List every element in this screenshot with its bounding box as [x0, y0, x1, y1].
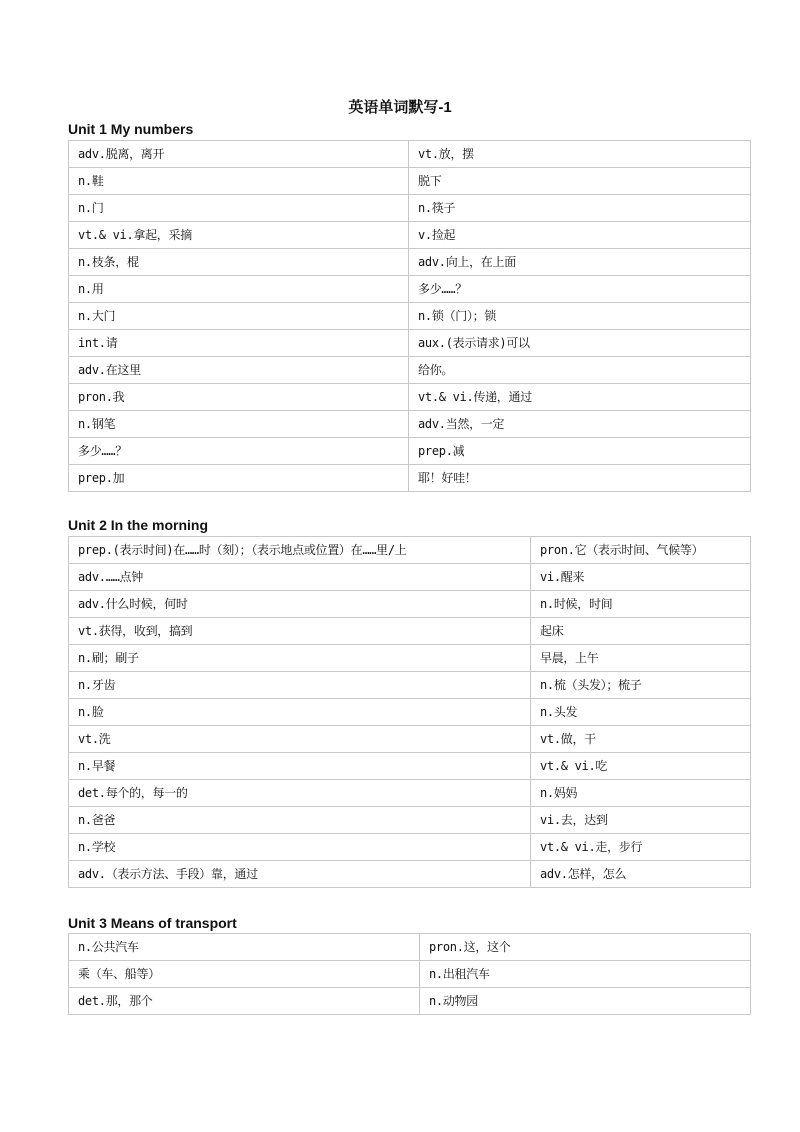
- table-cell: n.时候，时间: [531, 591, 751, 618]
- table-row: [69, 753, 751, 780]
- table-row: [69, 465, 751, 492]
- table-cell: n.头发: [531, 699, 751, 726]
- table-cell: prep.加: [69, 465, 409, 492]
- table-cell: n.大门: [69, 303, 409, 330]
- table-row: [69, 384, 751, 411]
- table-cell: vt.& vi.传递，通过: [409, 384, 751, 411]
- table-cell: vt.做，干: [531, 726, 751, 753]
- vocabulary-table: [68, 933, 751, 1015]
- table-cell: n.学校: [69, 834, 531, 861]
- table-row: [69, 988, 751, 1015]
- table-cell: n.锁（门）；锁: [409, 303, 751, 330]
- table-cell: n.妈妈: [531, 780, 751, 807]
- table-row: [69, 861, 751, 888]
- table-cell: vt.& vi.吃: [531, 753, 751, 780]
- table-cell: pron.这，这个: [420, 934, 751, 961]
- table-row: [69, 276, 751, 303]
- table-row: [69, 141, 751, 168]
- table-row: [69, 699, 751, 726]
- table-cell: n.动物园: [420, 988, 751, 1015]
- table-cell: n.脸: [69, 699, 531, 726]
- table-cell: n.钢笔: [69, 411, 409, 438]
- unit-heading: Unit 3 Means of transport: [68, 915, 237, 931]
- unit-heading: Unit 2 In the morning: [68, 517, 208, 533]
- table-cell: 多少……？: [409, 276, 751, 303]
- table-row: [69, 249, 751, 276]
- table-cell: n.出租汽车: [420, 961, 751, 988]
- table-row: [69, 645, 751, 672]
- table-row: [69, 961, 751, 988]
- table-cell: vi.醒来: [531, 564, 751, 591]
- table-cell: det.那，那个: [69, 988, 420, 1015]
- table-cell: adv.……点钟: [69, 564, 531, 591]
- table-cell: n.用: [69, 276, 409, 303]
- table-row: [69, 222, 751, 249]
- table-row: [69, 195, 751, 222]
- table-cell: pron.它（表示时间、气候等）: [531, 537, 751, 564]
- table-row: [69, 780, 751, 807]
- table-cell: vt.放，摆: [409, 141, 751, 168]
- table-cell: n.梳（头发）；梳子: [531, 672, 751, 699]
- table-cell: n.刷；刷子: [69, 645, 531, 672]
- table-row: [69, 834, 751, 861]
- table-cell: det.每个的，每一的: [69, 780, 531, 807]
- vocabulary-table: [68, 140, 751, 492]
- table-row: [69, 303, 751, 330]
- table-row: [69, 726, 751, 753]
- table-row: [69, 564, 751, 591]
- table-cell: 乘（车、船等）: [69, 961, 420, 988]
- table-row: [69, 591, 751, 618]
- table-cell: n.筷子: [409, 195, 751, 222]
- table-row: [69, 618, 751, 645]
- vocabulary-table: [68, 536, 751, 888]
- table-row: [69, 537, 751, 564]
- table-cell: 耶！好哇！: [409, 465, 751, 492]
- table-cell: adv.什么时候，何时: [69, 591, 531, 618]
- table-row: [69, 168, 751, 195]
- table-cell: prep.减: [409, 438, 751, 465]
- table-cell: vt.& vi.走，步行: [531, 834, 751, 861]
- table-cell: n.公共汽车: [69, 934, 420, 961]
- table-cell: n.枝条，棍: [69, 249, 409, 276]
- table-cell: vt.& vi.拿起，采摘: [69, 222, 409, 249]
- table-row: [69, 411, 751, 438]
- table-cell: 脱下: [409, 168, 751, 195]
- table-row: [69, 807, 751, 834]
- table-cell: int.请: [69, 330, 409, 357]
- table-cell: n.鞋: [69, 168, 409, 195]
- table-cell: 早晨，上午: [531, 645, 751, 672]
- table-cell: n.门: [69, 195, 409, 222]
- table-cell: vt.洗: [69, 726, 531, 753]
- table-row: [69, 357, 751, 384]
- table-row: [69, 934, 751, 961]
- table-cell: pron.我: [69, 384, 409, 411]
- document-title: 英语单词默写-1: [348, 99, 452, 116]
- table-cell: adv.当然，一定: [409, 411, 751, 438]
- table-row: [69, 672, 751, 699]
- table-cell: adv.向上，在上面: [409, 249, 751, 276]
- table-cell: n.爸爸: [69, 807, 531, 834]
- table-cell: n.早餐: [69, 753, 531, 780]
- table-cell: adv.脱离，离开: [69, 141, 409, 168]
- table-cell: 给你。: [409, 357, 751, 384]
- table-cell: v.捡起: [409, 222, 751, 249]
- table-cell: n.牙齿: [69, 672, 531, 699]
- table-cell: vt.获得，收到，搞到: [69, 618, 531, 645]
- table-row: [69, 438, 751, 465]
- table-cell: 起床: [531, 618, 751, 645]
- table-cell: aux.(表示请求)可以: [409, 330, 751, 357]
- table-cell: 多少……？: [69, 438, 409, 465]
- unit-heading: Unit 1 My numbers: [68, 121, 194, 137]
- table-cell: adv.（表示方法、手段）靠，通过: [69, 861, 531, 888]
- table-cell: adv.怎样，怎么: [531, 861, 751, 888]
- table-row: [69, 330, 751, 357]
- table-cell: vi.去，达到: [531, 807, 751, 834]
- table-cell: prep.(表示时间)在……时（刻）；（表示地点或位置）在……里/上: [69, 537, 531, 564]
- table-cell: adv.在这里: [69, 357, 409, 384]
